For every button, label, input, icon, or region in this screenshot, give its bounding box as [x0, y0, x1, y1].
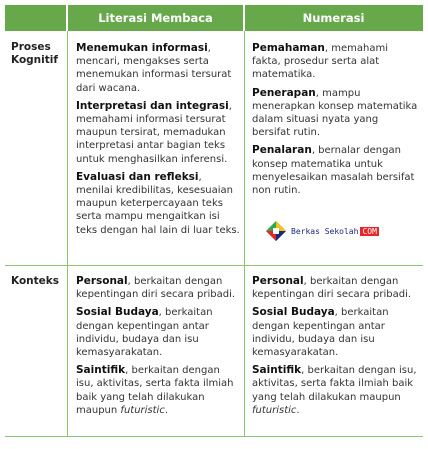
list-item: Evaluasi dan refleksi, menilai kredibilitas, kesesuaian maupun keterpercayaan teks serta mampu mengaitkan isi teks dengan hal lain di luar teks.	[76, 170, 240, 236]
list-item: Sosial Budaya, berkaitan dengan kepentingan antar individu, budaya dan isu kemasyarakatan.	[252, 306, 389, 359]
item-title: Sosial Budaya	[76, 306, 159, 319]
list-item: Personal, berkaitan dengan kepentingan diri secara pribadi.	[252, 275, 412, 301]
watermark-logo-icon	[265, 220, 287, 242]
list-item: Saintifik, berkaitan dengan isu, aktivitas, serta fakta ilmiah baik yang telah dilakukan maupun futuristic.	[76, 364, 234, 416]
list-item: Sosial Budaya, berkaitan dengan kepentingan antar individu, budaya dan isu kemasyarakatan.	[76, 306, 213, 359]
cell-literasi-konteks	[76, 275, 240, 422]
item-title: Pemahaman	[252, 42, 325, 54]
list-item: Menemukan informasi, mencari, mengakses serta menemukan informasi tersurat dari wacana.	[76, 42, 232, 94]
item-title: Personal	[252, 275, 304, 287]
cell-numerasi-proses	[252, 42, 418, 202]
item-text: berkaitan dengan kepentingan diri secara pribadi.	[252, 276, 412, 301]
item-text: memahami fakta, prosedur serta alat matematika.	[252, 43, 389, 81]
list-item: Saintifik, berkaitan dengan isu, aktivitas, serta fakta ilmiah baik yang telah dilakukan maupun futuristic.	[252, 364, 417, 416]
item-text: berkaitan dengan kepentingan diri secara pribadi.	[76, 276, 236, 301]
row-label-konteks	[11, 275, 59, 288]
row-label-proses-kognitif	[11, 41, 58, 67]
item-text: bernalar dengan konsep matematika untuk menyelesaikan masalah bersifat non rutin.	[252, 145, 415, 197]
item-text: mencari, mengakses serta menemukan informasi tersurat dari wacana.	[76, 56, 232, 94]
row-divider	[5, 265, 423, 266]
item-title: Menemukan informasi	[76, 42, 208, 54]
list-item: Personal, berkaitan dengan kepentingan diri secara pribadi.	[76, 275, 236, 301]
list-item: Penalaran, bernalar dengan konsep matematika untuk menyelesaikan masalah bersifat non rutin.	[252, 144, 415, 197]
list-item: Pemahaman, memahami fakta, prosedur serta alat matematika.	[252, 42, 389, 81]
watermark	[265, 220, 415, 242]
item-title: Saintifik	[252, 364, 302, 377]
cell-numerasi-konteks	[252, 275, 418, 422]
item-text: berkaitan dengan isu, aktivitas, serta fakta ilmiah baik yang telah dilakukan maupun	[76, 365, 234, 416]
item-italic-term: futuristic	[252, 404, 297, 416]
header-numerasi: Numerasi	[244, 5, 423, 31]
watermark-suffix: COM	[362, 226, 377, 236]
column-divider	[244, 31, 245, 436]
item-text: berkaitan dengan isu, aktivitas, serta fakta ilmiah baik yang telah dilakukan maupun	[252, 365, 417, 403]
item-title: Sosial Budaya	[252, 306, 335, 319]
header-divider	[66, 5, 68, 31]
item-title: Penalaran	[252, 144, 312, 157]
list-item: Penerapan, mampu menerapkan konsep matematika dalam situasi nyata yang bersifat rutin.	[252, 86, 418, 139]
header-literasi-membaca: Literasi Membaca	[67, 5, 244, 31]
row-label-line: Proses	[11, 41, 51, 53]
cell-literasi-proses	[76, 42, 240, 242]
item-italic-term: futuristic	[120, 404, 165, 416]
header-divider	[243, 5, 245, 31]
item-text: memahami informasi tersurat maupun tersirat, memadukan interpretasi antar bagian teks untuk menghasilkan inferensi.	[76, 114, 228, 165]
header-empty-cell	[5, 5, 67, 31]
table-bottom-border	[5, 436, 423, 437]
item-text: berkaitan dengan kepentingan antar individu, budaya dan isu kemasyarakatan.	[252, 307, 389, 359]
watermark-text: Berkas Sekolah	[291, 226, 359, 236]
item-title: Evaluasi dan refleksi	[76, 170, 199, 183]
row-label-line: Konteks	[11, 275, 60, 287]
item-title: Saintifik	[76, 364, 126, 377]
item-title: Penerapan	[252, 86, 316, 99]
row-label-line: Kognitif	[11, 54, 58, 66]
item-text: berkaitan dengan kepentingan antar individu, budaya dan isu kemasyarakatan.	[76, 307, 213, 359]
column-divider	[67, 31, 68, 436]
list-item: Interpretasi dan integrasi, memahami informasi tersurat maupun tersirat, memadukan interpretasi antar bagian teks untuk menghasilkan inferensi.	[76, 99, 232, 165]
item-text: menilai kredibilitas, kesesuaian maupun keterpercayaan teks serta mampu mengaitkan isi teks dengan hal lain di luar teks.	[76, 185, 240, 236]
item-text: mampu menerapkan konsep matematika dalam situasi nyata yang bersifat rutin.	[252, 87, 418, 139]
item-title: Personal	[76, 275, 128, 287]
item-title: Interpretasi dan integrasi	[76, 99, 229, 112]
